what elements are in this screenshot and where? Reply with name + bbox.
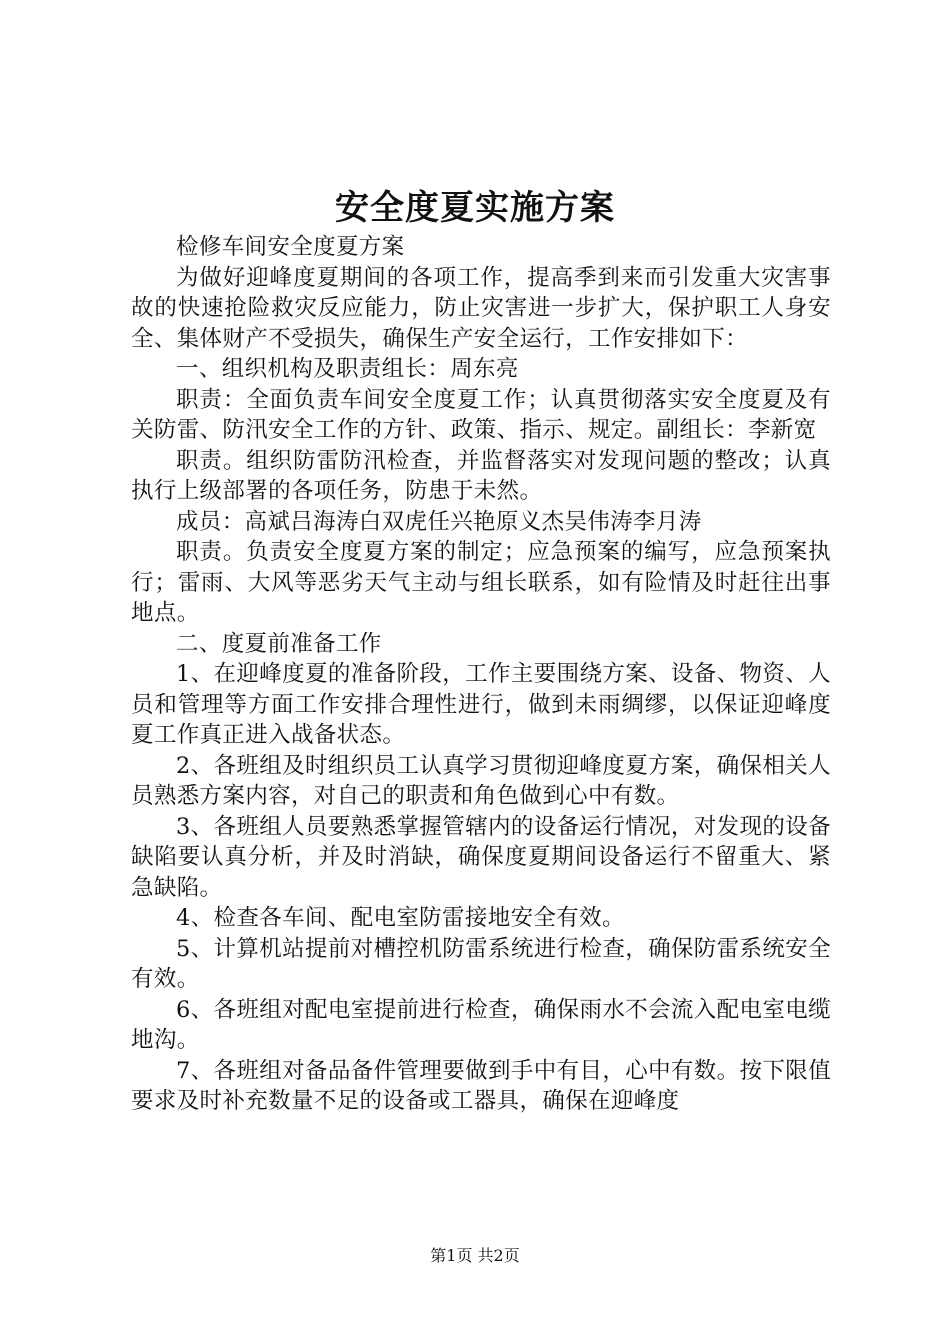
list-item-4: 4、检查各车间、配电室防雷接地安全有效。 <box>176 905 625 931</box>
list-item-3: 3、各班组人员要熟悉掌握管辖内的设备运行情况，对发现的设备缺陷要认真分析，并及时消缺，确保度夏期间设备运行不留重大、紧急缺陷。 <box>131 813 831 901</box>
section-heading-organization: 一、组织机构及职责组长：周东亮 <box>176 356 519 382</box>
document-title: 安全度夏实施方案 <box>335 188 615 228</box>
paragraph-member-duties: 职责。负责安全度夏方案的制定；应急预案的编写，应急预案执行；雷雨、大风等恶劣天气主动与组长联系，如有险情及时赶往出事地点。 <box>131 539 831 626</box>
list-item-6: 6、各班组对配电室提前进行检查，确保雨水不会流入配电室电缆地沟。 <box>131 996 831 1053</box>
section-heading-preparation: 二、度夏前准备工作 <box>176 630 382 657</box>
list-item-5: 5、计算机站提前对槽控机防雷系统进行检查，确保防雷系统安全有效。 <box>131 935 831 992</box>
list-item-7: 7、各班组对备品备件管理要做到手中有目，心中有数。按下限值要求及时补充数量不足的设备或工器具，确保在迎峰度 <box>131 1057 831 1114</box>
paragraph-leader-duties: 职责：全面负责车间安全度夏工作；认真贯彻落实安全度夏及有关防雷、防汛安全工作的方针、政策、指示、规定。副组长：李新宽 <box>131 386 831 443</box>
paragraph-intro: 为做好迎峰度夏期间的各项工作，提高季到来而引发重大灾害事故的快速抢险救灾反应能力，防止灾害进一步扩大，保护职工人身安全、集体财产不受损失，确保生产安全运行，工作安排如下： <box>131 264 831 352</box>
paragraph-members: 成员：高斌吕海涛白双虎任兴艳原义杰吴伟涛李月涛 <box>176 508 702 535</box>
list-item-2: 2、各班组及时组织员工认真学习贯彻迎峰度夏方案，确保相关人员熟悉方案内容，对自己的职责和角色做到心中有数。 <box>131 752 831 809</box>
document-body <box>131 232 831 1117</box>
list-item-1: 1、在迎峰度夏的准备阶段，工作主要围绕方案、设备、物资、人员和管理等方面工作安排合理性进行，做到未雨绸缪，以保证迎峰度夏工作真正进入战备状态。 <box>131 661 831 748</box>
paragraph-deputy-duties: 职责。组织防雷防汛检查，并监督落实对发现问题的整改；认真执行上级部署的各项任务，防患于未然。 <box>131 447 831 504</box>
page-footer: 第1页 共2页 <box>430 1246 520 1265</box>
paragraph-subtitle: 检修车间安全度夏方案 <box>176 234 405 260</box>
